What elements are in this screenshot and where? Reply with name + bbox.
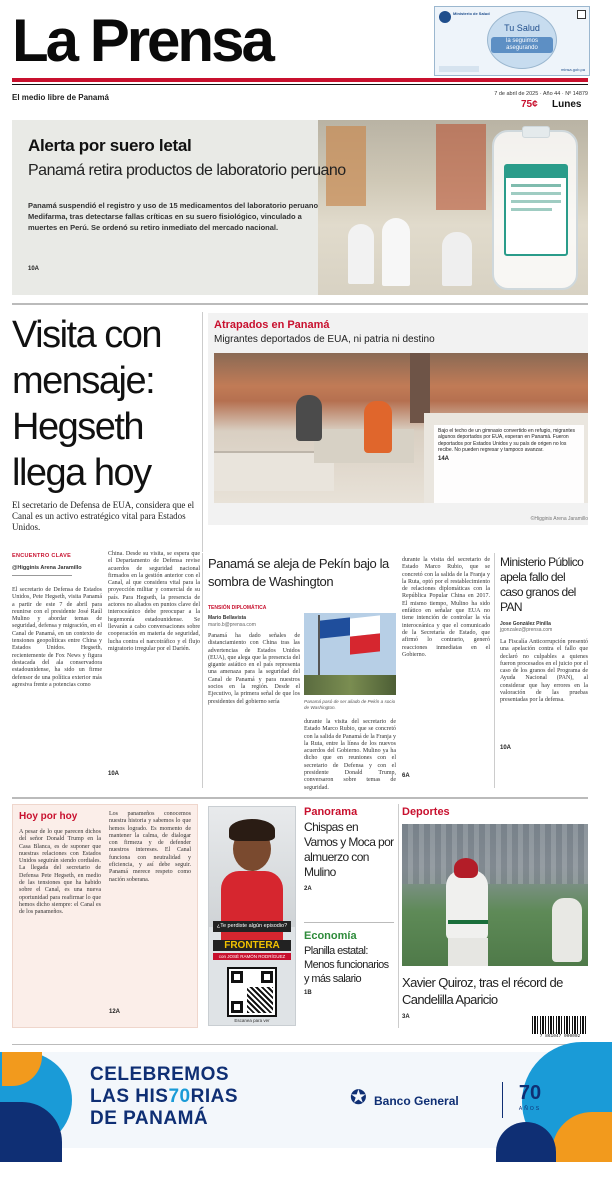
pekin-email: mario.b@prensa.com [208, 622, 256, 628]
deportes-headline: Xavier Quiroz, tras el récord de Candelilla Aparicio [402, 975, 563, 1007]
photo-figure [382, 218, 410, 286]
hegseth-byline-rule [12, 575, 72, 576]
qr-finder [261, 971, 273, 983]
player-belt [448, 920, 488, 924]
promo-hair [229, 819, 275, 841]
bank-divider [502, 1082, 503, 1118]
lead-kicker: Alerta por suero letal [28, 136, 192, 155]
atrapados-page-ref: 14A [438, 455, 450, 462]
col-rule [202, 553, 203, 788]
section-rule [12, 797, 588, 799]
person [364, 401, 392, 453]
section-rule [12, 303, 588, 305]
hegseth-story[interactable] [12, 553, 200, 788]
economia-story[interactable] [304, 930, 394, 1030]
section-rule [12, 1044, 588, 1045]
promo-name: FRONTERA [213, 940, 291, 951]
hegseth-headline[interactable]: Visita con mensaje: Hegseth llega hoy [12, 314, 162, 494]
iv-bag-label [504, 164, 568, 256]
panorama-headline: Chispas en Vamos y Moca por almuerzo con Mulino [304, 820, 394, 879]
deportes-photo [402, 824, 588, 966]
flag-blue [320, 617, 350, 638]
qr-finder [231, 1001, 243, 1013]
panorama-kicker: Panorama [304, 806, 358, 818]
panorama-story[interactable] [304, 806, 394, 918]
player-legs [448, 938, 488, 966]
atrapados-credit: ©Higginis Arena Jaramillo [530, 516, 588, 522]
masthead-tagline: El medio libre de Panamá [12, 93, 109, 102]
ad-slogan [90, 1064, 238, 1130]
ad-footer: minsa.gob.pa [560, 67, 585, 72]
pekin-kicker: TENSIÓN DIPLOMÁTICA [208, 605, 267, 611]
ad-slogan-part: RIAS [190, 1086, 238, 1107]
qr-pattern [247, 987, 273, 1013]
ad-slogan-line3: DE PANAMÁ [90, 1108, 209, 1129]
iv-bag-neck [522, 126, 550, 138]
hegseth-page-ref: 10A [108, 771, 120, 777]
deportes-kicker: Deportes [402, 806, 450, 818]
barcode [532, 1016, 588, 1042]
iv-label-line [511, 184, 561, 187]
weekday: Lunes [552, 99, 582, 110]
bank-name: Banco General [374, 1094, 459, 1108]
hegseth-byline: @Higginis Arena Jaramillo [12, 565, 82, 571]
ad-badge [577, 10, 586, 19]
crowd [304, 675, 396, 695]
second-player [552, 898, 582, 962]
qr-code[interactable] [227, 967, 277, 1017]
price: 75¢ [521, 99, 538, 110]
iv-label-line [511, 200, 561, 203]
hoy-box[interactable] [12, 804, 198, 1028]
lead-headline: Panamá retira productos de laboratorio peruano [28, 162, 346, 179]
ministerio-body: La Fiscalía Anticorrupción presentó una apelación contra el fallo que declaró no culpables a quienes fueron procesados en el juicio por el caso de los granos del Programa de Ayuda Nacional (PAN), al considerar que hay errores en la valoración de las pruebas presentadas por la defensa. [500, 639, 588, 704]
promo-qr-label: Escanea para ver [234, 1018, 270, 1023]
photo-figure [348, 224, 374, 284]
promo-box[interactable] [208, 806, 296, 1026]
barcode-number: 7 861047 000002 [539, 1034, 581, 1039]
atrapados-headline: Migrantes deportados de EUA, ni patria ni destino [214, 334, 435, 345]
col-rule [202, 312, 203, 552]
person [296, 395, 322, 441]
story-rule [304, 922, 394, 923]
economia-headline: Planilla estatal: Menos funcionarios y más salario [304, 945, 389, 985]
hegseth-deck: El secretario de Defensa de EUA, considera que el Canal es un activo estratégico vital para Estados Unidos. [12, 500, 195, 532]
ministerio-story[interactable] [500, 555, 588, 788]
top-ad[interactable] [434, 6, 590, 76]
pekin-byline: Mario Bellavista [208, 615, 247, 621]
ministerio-byline: Jose González Pinilla [500, 621, 551, 627]
iv-label-line [511, 208, 552, 211]
hoy-kicker: Hoy por hoy [19, 811, 78, 822]
hegseth-col2: China. Desde su visita, se espera que el Departamento de Defensa revise acuerdos de seguridad nacional firmados en la gestión anterior con el Canal, al que considera vital para la proyección militar y comercial de su país. Para Hegseth, la presencia de actores no aliados en puntos clave del interoceánico debe preocupar a la hegemonía estadounidense. Se llevarán a cabo conversaciones sobre cooperación en materia de seguridad, lucha contra el narcotráfico y el flujo migratorio irregular por el Darién. [108, 551, 200, 652]
bank-star-icon: ✪ [350, 1087, 367, 1109]
stands [402, 824, 588, 884]
promo-tag: con JOSÉ RAMÓN RODRÍGUEZ [213, 953, 291, 960]
ad-slogan-line2 [90, 1086, 238, 1108]
pekin-col1: Panamá ha dado señales de distanciamiento con China tras las advertencias de Estados Unidos (EUA), que alega que la presencia del gigante asiático en el país representa una amenaza para la seguridad del Canal de Panamá y para nuestros socios en la región. Desde el Ejecutivo, la primera señal de que los presidentes del gobierno sería [208, 633, 300, 705]
economia-page-ref: 1B [304, 990, 312, 996]
iv-bag [492, 130, 578, 290]
col-rule [494, 553, 495, 788]
lead-page-ref: 10A [28, 266, 40, 272]
masthead-title: La Prensa [12, 7, 272, 74]
masthead-logo [12, 8, 392, 74]
photo-figure [442, 232, 472, 286]
atrapados-caption-box [434, 425, 584, 503]
anniversary-label: AÑOS [518, 1106, 542, 1112]
masthead-rule-thin [12, 84, 588, 85]
bottom-ad[interactable] [12, 1052, 588, 1148]
ad-sub: la seguimos asegurando [491, 37, 553, 53]
pekin-col3: durante la visita del secretario de Estado Marco Rubio, que se concretó con la salida de la Franja y la Ruta, optó por el restablecimiento de relaciones diplomáticas con la República Popular China en 2017. El mismo tiempo, Mulino ha sido enfático en señalar que EUA no tiene intención de controlar la vía interoceánica y que el comunicado de la Secretaría de Estado, que afirmó lo contrario, generó reacciones inmediatas en el Gobierno. [402, 557, 490, 658]
ministerio-email: jgonzalez@prensa.com [500, 627, 553, 633]
ministry-logo [439, 11, 490, 25]
iv-label-line [511, 192, 561, 195]
qr-finder [231, 971, 243, 983]
ad-headline: Tu Salud [504, 23, 540, 33]
ad-slogan-part: LAS HIS [90, 1086, 169, 1107]
anniversary-number: 70 [518, 1082, 542, 1104]
ministerio-headline: Ministerio Público apela fallo del caso granos del PAN [500, 555, 584, 614]
masthead-rule [12, 78, 588, 82]
atrapados-box[interactable] [208, 313, 588, 525]
barcode-bars [532, 1016, 588, 1034]
pekin-col2: durante la visita del secretario de Estado Marco Rubio, que se concretó con la salida de Panamá de la Franja y la Ruta, entre la línea de los nuevos acuerdos del Gobierno. Mulino ya ha dicho que en reuniones con el secretario de Defensa y con el presidente Donald Trump, conversaron sobre temas de seguridad. [304, 719, 396, 791]
atrapados-caption: Bajo el techo de un gimnasio convertido en refugio, migrantes algunos deportados por EUA, esperan en Panamá. Fueron deportados por Estados Unidos y su país de origen no los recibe. No pueden regresar y tampoco avanzar. [438, 428, 576, 454]
player-helmet [454, 858, 478, 878]
lead-story[interactable] [12, 120, 588, 295]
flag-red [350, 633, 380, 654]
pekin-page-ref: 6A [402, 773, 410, 779]
panorama-page-ref: 2A [304, 886, 312, 892]
date-line: 7 de abril de 2025 · Año 44 · Nº 14879 [494, 91, 588, 97]
ministerio-page-ref: 10A [500, 745, 512, 751]
atrapados-kicker: Atrapados en Panamá [214, 319, 330, 331]
economia-kicker: Economía [304, 930, 357, 942]
hegseth-col1: El secretario de Defensa de Estados Unidos, Pete Hegseth, visita Panamá a partir de este 7 de abril para reunirse con el presidente José Raúl Mulino y abordar temas de seguridad, defensa y migración, en el Canal de Panamá, en un contexto de tensiones geopolíticas entre China y Estados Unidos. Hegseth, recientemente de Fox News y figura destacada del ala conservadora estadounidense, ha sido un firme defensor de una política exterior más agresiva frente a potencias como [12, 587, 102, 688]
hoy-page-ref: 12A [109, 1009, 121, 1015]
ministry-icon [439, 11, 451, 23]
ad-slogan-line1: CELEBREMOS [90, 1064, 230, 1085]
pekin-photo-caption: Panamá pasó de ser aliado de Pekín a socio de Washington. [304, 699, 396, 710]
promo-banner: ¿Te perdiste algún episodio? [213, 921, 291, 932]
pekin-photo [304, 613, 396, 695]
ad-footer-bar [439, 66, 479, 72]
flag-pole [318, 615, 320, 675]
deportes-story[interactable] [402, 806, 588, 1026]
iv-label-band [506, 166, 566, 178]
ad-slogan-seventy: 70 [168, 1086, 191, 1107]
lead-body: Panamá suspendió el registro y uso de 15 medicamentos del laboratorio peruano Medifarma, tras detectarse fallas críticas en su suero fisiológico, vinculado a muertes en Perú. Se ordenó su retiro inmediato del mercado nacional. [28, 201, 319, 232]
lead-photo [318, 120, 588, 295]
hoy-col1: A pesar de lo que parecen dichos del señor Donald Trump en la Casa Blanca, es de suponer que nuestras relaciones con Estados Unidos seguirán siendo cordiales. La llegada del secretario de Defensa Pete Hegseth, en medio de las tensiones que ha habido sobre el Canal, es una nueva oportunidad para reafirmar lo que hemos dicho siempre: el Canal es de los panameños. [19, 829, 101, 916]
pekin-headline: Panamá se aleja de Pekín bajo la sombra de Washington [208, 556, 389, 589]
hoy-col2: Los panameños conocemos nuestra historia y sabemos lo que hemos logrado. Es momento de mantener la calma, de dialogar con firmeza y de defender nuestros intereses. El Canal funciona con neutralidad y eficiencia, y así debe seguir. Panamá merece respeto como nación soberana. [109, 811, 191, 883]
ministry-name: Ministerio de Salud [453, 11, 490, 16]
player-body [446, 870, 488, 940]
hegseth-kicker: ENCUENTRO CLAVE [12, 553, 72, 559]
pekin-story[interactable] [208, 555, 490, 791]
deportes-page-ref: 3A [402, 1014, 410, 1020]
col-rule [398, 804, 399, 1028]
